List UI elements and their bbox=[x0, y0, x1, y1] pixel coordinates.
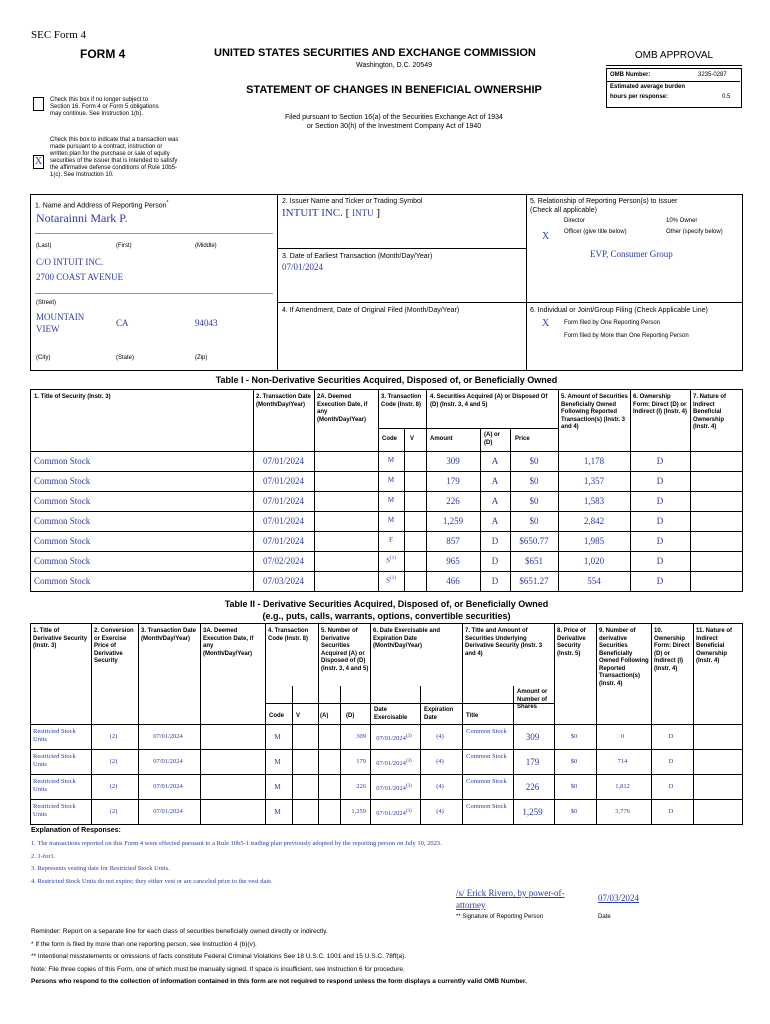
cell-price: $0 bbox=[529, 516, 539, 526]
t2-h10: 10. Ownership Form: Direct (D) or Indirect (I) (Instr. 4) bbox=[654, 628, 690, 672]
cell-aord: A bbox=[491, 476, 499, 486]
officer-label: Officer (give title below) bbox=[564, 229, 627, 235]
cell-owned: 1,985 bbox=[583, 536, 605, 546]
cell-amount: 1,259 bbox=[442, 516, 464, 526]
cell-underlying-title: Common Stock bbox=[466, 803, 507, 810]
cell-code: M bbox=[274, 733, 281, 741]
t2-a: (A) bbox=[320, 713, 329, 719]
cell-title: Common Stock bbox=[34, 576, 91, 586]
hours-label: hours per response: bbox=[610, 94, 669, 100]
cell-form: D bbox=[656, 516, 664, 526]
cell-title: Restricted Stock Units bbox=[33, 728, 76, 743]
t2-h9: 9. Number of derivative Securities Beneficially Owned Following Reported Transaction(s) (Instr. 4) bbox=[599, 628, 649, 687]
state-label: (State) bbox=[116, 355, 135, 361]
cell-price: $0 bbox=[570, 783, 578, 790]
cell-code: M bbox=[387, 476, 395, 484]
t1-h4: 4. Securities Acquired (A) or Disposed Of (D) (Instr. 3, 4 and 5) bbox=[430, 394, 548, 408]
t1-h6: 6. Ownership Form: Direct (D) or Indirect (I) (Instr. 4) bbox=[633, 394, 688, 415]
cell-amount: 309 bbox=[446, 456, 460, 466]
city-value: MOUNTAIN VIEW bbox=[36, 312, 85, 334]
middle-label: (Middle) bbox=[195, 243, 217, 249]
t2-h7: 7. Title and Amount of Securities Underlying Derivative Security (Instr. 3 and 4) bbox=[465, 628, 543, 657]
cell-amount: 226 bbox=[446, 496, 460, 506]
footnote-ref[interactable]: (1) bbox=[390, 576, 396, 581]
rule-10b5-1-checkbox[interactable]: X bbox=[34, 156, 43, 167]
footnote-ref[interactable]: (3) bbox=[405, 734, 412, 739]
omb-approval: OMB APPROVAL bbox=[634, 50, 714, 61]
reporting-person-name[interactable]: Notarainni Mark P. bbox=[36, 211, 128, 225]
burden-label: Estimated average burden bbox=[610, 84, 686, 90]
t2-code: Code bbox=[269, 713, 284, 719]
state-value: CA bbox=[116, 318, 129, 328]
cell-title: Restricted Stock Units bbox=[33, 753, 76, 768]
cell-code: M bbox=[274, 783, 281, 791]
t2-exp: Expiration Date bbox=[424, 707, 454, 721]
cell-owned: 1,357 bbox=[583, 476, 605, 486]
cell-price: $0 bbox=[529, 476, 539, 486]
cell-date: 07/01/2024 bbox=[153, 808, 183, 815]
cell-underlying-amount: 1,259 bbox=[522, 807, 543, 817]
table2-title: Table II - Derivative Securities Acquired, Disposed of, or Beneficially Owned (e.g., puts, calls, warrants, options, convertible securities) bbox=[224, 599, 549, 621]
cell-title: Common Stock bbox=[34, 456, 91, 466]
cell-amount: 857 bbox=[446, 536, 460, 546]
cell-code: M bbox=[387, 456, 395, 464]
cell-underlying-title: Common Stock bbox=[466, 753, 507, 760]
cell-title: Common Stock bbox=[34, 556, 91, 566]
cell-form: D bbox=[668, 758, 674, 765]
cell-date: 07/01/2024 bbox=[153, 783, 183, 790]
cell-title: Restricted Stock Units bbox=[33, 778, 76, 793]
one-person-label: Form filed by One Reporting Person bbox=[564, 320, 661, 326]
cell-amount: 965 bbox=[446, 556, 460, 566]
cell-owned: 1,812 bbox=[615, 783, 630, 790]
cell-underlying-amount: 179 bbox=[525, 757, 540, 767]
cell-owned: 1,178 bbox=[583, 456, 605, 466]
t2-h6: 6. Date Exercisable and Expiration Date (Month/Day/Year) bbox=[373, 628, 441, 649]
cell-owned: 1,583 bbox=[583, 496, 605, 506]
cell-price: $0 bbox=[570, 733, 578, 740]
form-title: FORM 4 bbox=[80, 47, 126, 61]
cell-aord: A bbox=[491, 496, 499, 506]
filed-pursuant: Filed pursuant to Section 16(a) of the Securities Exchange Act of 1934 or Section 30(h) of the Investment Company Act of 1940 bbox=[285, 114, 503, 130]
one-person-checkbox[interactable]: X bbox=[542, 318, 550, 329]
signature-date: 07/03/2024 bbox=[598, 893, 640, 903]
address-line-2: 2700 COAST AVENUE bbox=[36, 272, 124, 282]
cell-underlying-title: Common Stock bbox=[466, 778, 507, 785]
first-label: (First) bbox=[116, 243, 132, 249]
cell-date: 07/03/2024 bbox=[262, 576, 304, 586]
explanation-item: 2. 1-for1. bbox=[31, 852, 56, 860]
sec-form-label: SEC Form 4 bbox=[31, 29, 87, 41]
issuer-name[interactable]: INTUIT INC. [ INTU ] bbox=[282, 207, 380, 219]
t2-h8: 8. Price of Derivative Security (Instr. 5) bbox=[557, 628, 586, 657]
cell-owned: 1,020 bbox=[583, 556, 605, 566]
explanation-label: Explanation of Responses: bbox=[31, 827, 121, 834]
signature-label: ** Signature of Reporting Person bbox=[456, 914, 544, 920]
checkbox1-text: Check this box if no longer subject to Section 16. Form 4 or Form 5 obligations may continue. See Instruction 1(b). bbox=[50, 97, 159, 117]
t1-h2a: 2A. Deemed Execution Date, if any (Month/Day/Year) bbox=[317, 394, 368, 423]
t2-d: (D) bbox=[346, 713, 355, 719]
cell-expiration: (4) bbox=[436, 733, 444, 740]
cell-date: 07/01/2024 bbox=[262, 536, 304, 546]
table1-title: Table I - Non-Derivative Securities Acquired, Disposed of, or Beneficially Owned bbox=[215, 375, 558, 385]
t2-h1: 1. Title of Derivative Security (Instr. 3) bbox=[33, 628, 88, 649]
cell-date: 07/01/2024 bbox=[153, 733, 183, 740]
director-label: Director bbox=[564, 218, 586, 224]
cell-code: $S^{(1)}$ bbox=[386, 556, 396, 565]
t2-h2: 2. Conversion or Exercise Price of Derivative Security bbox=[94, 628, 134, 664]
commission-title: UNITED STATES SECURITIES AND EXCHANGE COMMISSION bbox=[214, 47, 536, 59]
cell-form: D bbox=[668, 783, 674, 790]
footnote-ref[interactable]: (3) bbox=[405, 759, 412, 764]
cell-date: 07/01/2024 bbox=[153, 758, 183, 765]
cell-form: D bbox=[656, 576, 664, 586]
cell-price: $650.77 bbox=[519, 536, 549, 546]
street-label: (Street) bbox=[36, 300, 57, 306]
cell-date: 07/01/2024 bbox=[262, 456, 304, 466]
cell-owned: 0 bbox=[620, 733, 625, 740]
officer-checkbox[interactable]: X bbox=[542, 231, 550, 242]
cell-underlying-title: Common Stock bbox=[466, 728, 507, 735]
t1-v: V bbox=[410, 436, 415, 442]
t1-h3: 3. Transaction Code (Instr. 8) bbox=[381, 394, 422, 408]
cell-aord: D bbox=[491, 576, 499, 586]
cell-form: D bbox=[656, 556, 664, 566]
relationship-label: 5. Relationship of Reporting Person(s) to Issuer (Check all applicable) bbox=[530, 198, 678, 214]
cell-form: D bbox=[656, 496, 664, 506]
cell-code: M bbox=[274, 808, 281, 816]
cell-date-exercisable: 07/01/2024$^{(3)}$ bbox=[376, 734, 412, 743]
earliest-date-label: 3. Date of Earliest Transaction (Month/Day/Year) bbox=[282, 253, 433, 260]
zip-label: (Zip) bbox=[195, 355, 208, 361]
t1-h2: 2. Transaction Date (Month/Day/Year) bbox=[256, 394, 312, 408]
cell-conversion: (2) bbox=[109, 808, 118, 815]
statement-title: STATEMENT OF CHANGES IN BENEFICIAL OWNERSHIP bbox=[246, 84, 542, 96]
cell-date: 07/01/2024 bbox=[262, 496, 304, 506]
cell-title: Restricted Stock Units bbox=[33, 803, 76, 818]
cell-title: Common Stock bbox=[34, 516, 91, 526]
t1-price: Price bbox=[515, 436, 530, 442]
t2-h3a: 3A. Deemed Execution Date, if any (Month/Day/Year) bbox=[203, 628, 254, 657]
reporting-person-label: 1. Name and Address of Reporting Person* bbox=[35, 200, 169, 210]
checkbox2-text: Check this box to indicate that a transaction was made pursuant to a contract, instruction or written plan for the purchase or sale of equity securities of the issuer that is intended to satisfy the affirmative defense conditions of Rule 10b5-1(c). See Instruction 10. bbox=[50, 137, 179, 178]
cell-title: Common Stock bbox=[34, 496, 91, 506]
amendment-label: 4. If Amendment, Date of Original Filed (Month/Day/Year) bbox=[282, 307, 460, 314]
cell-owned: 2,842 bbox=[583, 516, 605, 526]
cell-expiration: (4) bbox=[436, 808, 444, 815]
t1-aord: (A) or (D) bbox=[484, 432, 500, 446]
no-longer-subject-checkbox[interactable] bbox=[33, 97, 44, 111]
cell-disposed: 179 bbox=[356, 758, 366, 765]
t1-amount: Amount bbox=[430, 436, 453, 442]
explanation-item: 1. The transactions reported on this Form 4 were effected pursuant to a Rule 10b5-1 trading plan previously adopted by the reporting person on July 10, 2023. bbox=[31, 840, 442, 847]
cell-price: $0 bbox=[529, 496, 539, 506]
footnote-ref[interactable]: (3) bbox=[405, 809, 412, 814]
cell-form: D bbox=[668, 733, 674, 740]
other-label: Other (specify below) bbox=[666, 229, 723, 235]
cell-aord: D bbox=[491, 556, 499, 566]
cell-owned: 554 bbox=[587, 576, 601, 586]
cell-underlying-amount: 226 bbox=[525, 782, 540, 792]
t1-h7: 7. Nature of Indirect Beneficial Ownership (Instr. 4) bbox=[693, 394, 727, 430]
cell-expiration: (4) bbox=[436, 758, 444, 765]
cell-price: $0 bbox=[529, 456, 539, 466]
zip-value: 94043 bbox=[195, 318, 218, 328]
t2-h11: 11. Nature of Indirect Beneficial Ownership (Instr. 4) bbox=[696, 628, 733, 664]
cell-underlying-amount: 309 bbox=[525, 732, 540, 742]
cell-aord: D bbox=[491, 536, 499, 546]
more-person-label: Form filed by More than One Reporting Person bbox=[564, 333, 689, 339]
footer: Reminder: Report on a separate line for each class of securities beneficially owned directly or indirectly. * If the form is filed by more than one reporting person, see Instruction 4 (b)(v). ** Intentional misstatements or omissions of facts constitute Federal Criminal Violations See 18 U.S.C. 1001 and 15 U.S.C. 78ff(a). Note: File three copies of this Form, one of which must be manually signed. If space is insufficient, see Instruction 6 for procedure. Persons who respond to the collection of information contained in this form are not required to respond unless the form displays a currently valid OMB Number. bbox=[31, 928, 527, 985]
cell-conversion: (2) bbox=[109, 758, 118, 765]
t1-h5: 5. Amount of Securities Beneficially Owned Following Reported Transaction(s) (Instr. 3 and 4) bbox=[561, 394, 628, 430]
cell-price: $651.27 bbox=[519, 576, 549, 586]
t2-h3: 3. Transaction Date (Month/Day/Year) bbox=[141, 628, 197, 642]
cell-date: 07/02/2024 bbox=[262, 556, 304, 566]
cell-amount: 466 bbox=[446, 576, 460, 586]
cell-code: M bbox=[387, 496, 395, 504]
t2-title: Title bbox=[466, 713, 479, 719]
cell-form: D bbox=[656, 536, 664, 546]
cell-title: Common Stock bbox=[34, 476, 91, 486]
cell-owned: 3,776 bbox=[615, 808, 630, 815]
omb-number: 3235-0287 bbox=[698, 72, 727, 78]
cell-price: $0 bbox=[570, 808, 578, 815]
explanation-item: 3. Represents vesting date for Restricted Stock Units. bbox=[31, 865, 170, 872]
cell-aord: A bbox=[491, 456, 499, 466]
explanation-item: 4. Restricted Stock Units do not expire; they either vest or are canceled prior to the vest date. bbox=[31, 877, 273, 885]
cell-date-exercisable: 07/01/2024$^{(3)}$ bbox=[376, 784, 412, 793]
cell-date-exercisable: 07/01/2024$^{(3)}$ bbox=[376, 759, 412, 768]
cell-form: D bbox=[668, 808, 674, 815]
cell-owned: 714 bbox=[617, 758, 628, 765]
cell-code: M bbox=[274, 758, 281, 766]
cell-amount: 179 bbox=[446, 476, 460, 486]
cell-disposed: 226 bbox=[356, 783, 366, 790]
officer-title: EVP, Consumer Group bbox=[590, 249, 673, 259]
cell-code: M bbox=[387, 516, 395, 524]
cell-disposed: 309 bbox=[356, 733, 366, 740]
cell-expiration: (4) bbox=[436, 783, 444, 790]
t1-code: Code bbox=[382, 436, 397, 442]
cell-form: D bbox=[656, 456, 664, 466]
ten-pct-label: 10% Owner bbox=[666, 218, 698, 224]
date-label: Date bbox=[598, 914, 611, 920]
cell-conversion: (2) bbox=[109, 783, 118, 790]
t2-h5: 5. Number of Derivative Securities Acquired (A) or Disposed of (D) (Instr. 3, 4 and 5) bbox=[321, 628, 369, 672]
footnote-ref[interactable]: (1) bbox=[390, 556, 396, 561]
cell-date-exercisable: 07/01/2024$^{(3)}$ bbox=[376, 809, 412, 818]
t2-amount: Amount or Number of Shares bbox=[517, 689, 548, 710]
cell-code: F bbox=[389, 536, 393, 544]
city-label: (City) bbox=[36, 355, 51, 361]
commission-city: Washington, D.C. 20549 bbox=[355, 62, 432, 69]
cell-date: 07/01/2024 bbox=[262, 476, 304, 486]
t2-v: V bbox=[296, 713, 301, 719]
cell-price: $0 bbox=[570, 758, 578, 765]
cell-conversion: (2) bbox=[109, 733, 118, 740]
address-line-1: C/O INTUIT INC. bbox=[36, 257, 104, 267]
cell-title: Common Stock bbox=[34, 536, 91, 546]
earliest-date: 07/01/2024 bbox=[282, 262, 324, 272]
hours-value: 0.5 bbox=[722, 94, 731, 100]
t2-h4: 4. Transaction Code (Instr. 8) bbox=[268, 628, 309, 642]
t2-date-ex: Date Exercisable bbox=[374, 707, 408, 721]
t1-h1: 1. Title of Security (Instr. 3) bbox=[34, 394, 111, 400]
cell-code: $S^{(1)}$ bbox=[386, 576, 396, 585]
omb-number-label: OMB Number: bbox=[610, 72, 651, 78]
cell-aord: A bbox=[491, 516, 499, 526]
last-label: (Last) bbox=[36, 243, 52, 249]
cell-price: $651 bbox=[525, 556, 543, 566]
filing-label: 6. Individual or Joint/Group Filing (Check Applicable Line) bbox=[530, 307, 708, 314]
cell-disposed: 1,259 bbox=[351, 808, 366, 815]
issuer-label: 2. Issuer Name and Ticker or Trading Symbol bbox=[282, 198, 423, 205]
footnote-ref[interactable]: (3) bbox=[405, 784, 412, 789]
cell-form: D bbox=[656, 476, 664, 486]
cell-date: 07/01/2024 bbox=[262, 516, 304, 526]
explanation-list bbox=[31, 838, 731, 888]
signature: /s/ Erick Rivero, by power-of-attorney bbox=[456, 888, 565, 910]
